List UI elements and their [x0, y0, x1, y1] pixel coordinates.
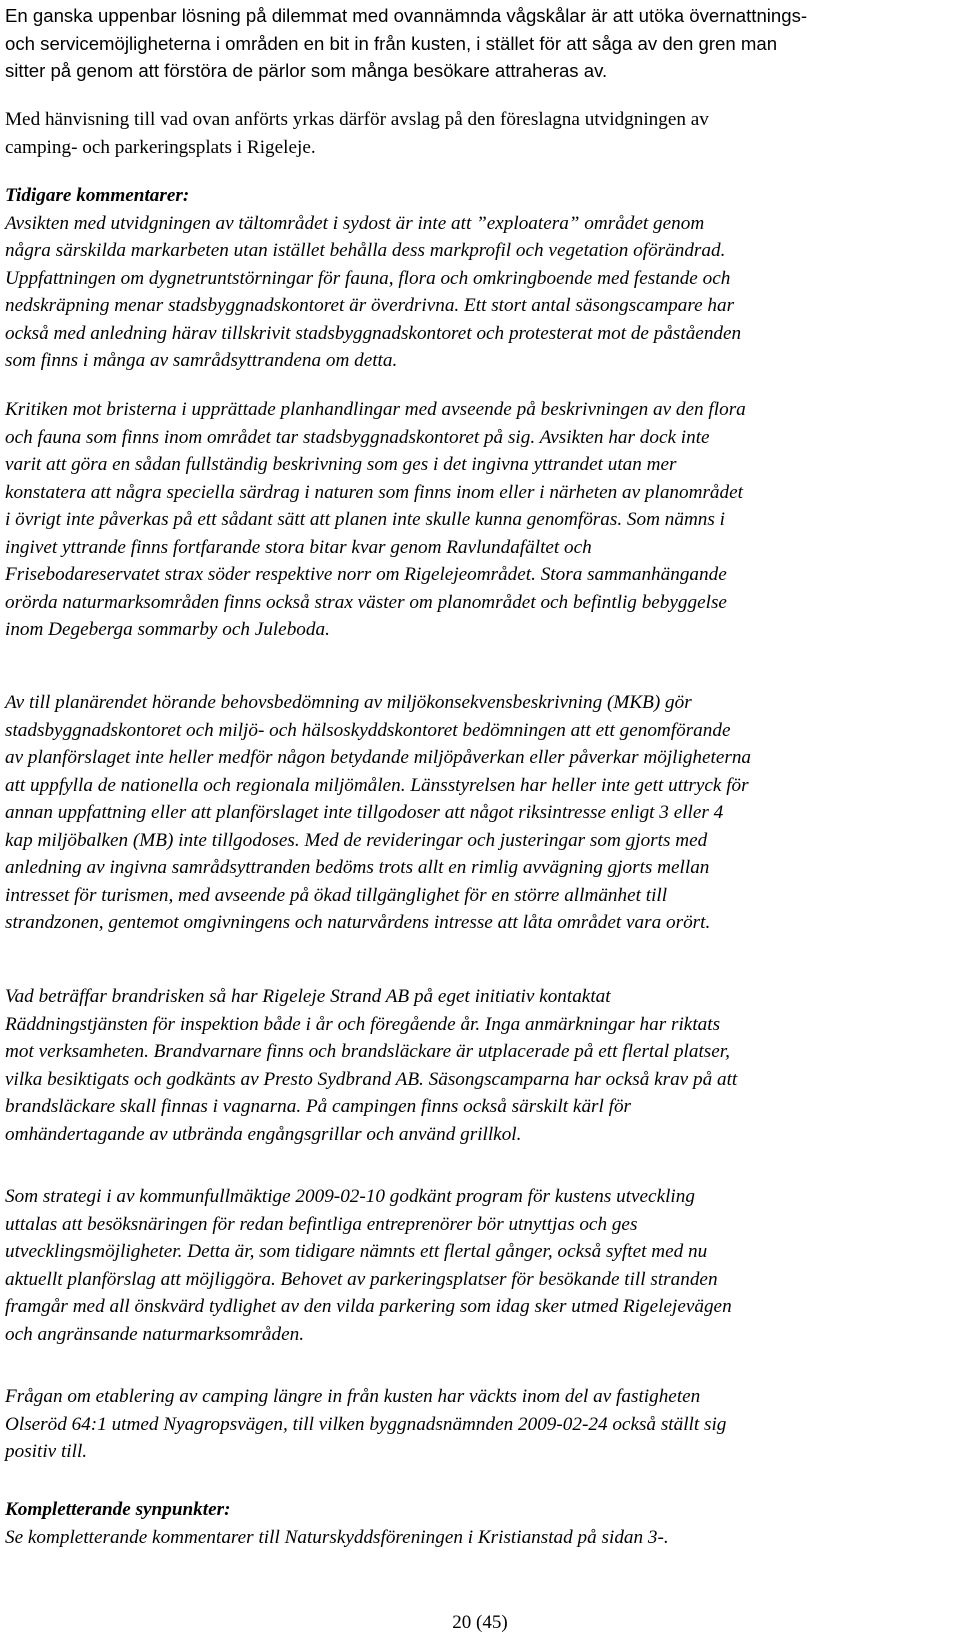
text-line: Som strategi i av kommunfullmäktige 2009-02-10 godkänt program för kustens utveckling — [5, 1186, 695, 1207]
text-line: Se kompletterande kommentarer till Naturskyddsföreningen i Kristianstad på sidan 3-. — [5, 1526, 669, 1548]
text-line: omhändertagande av utbrända engångsgrillar och använd grillkol. — [5, 1123, 522, 1145]
text-line: av planförslaget inte heller medför någon betydande miljöpåverkan eller påverkar möjligheterna — [5, 747, 752, 768]
paragraph-intro — [5, 2, 955, 85]
paragraph-previous-comments — [5, 182, 955, 375]
text-line: Uppfattningen om dygnetruntstörningar för fauna, flora och omkringboende med festande och — [5, 267, 731, 289]
text-line: att uppfylla de nationella och regionala miljömålen. Länsstyrelsen har heller inte gett uttryck för — [5, 774, 749, 796]
paragraph-camping-inland — [5, 1383, 955, 1466]
text-line: annan uppfattning eller att planförslaget inte tillgodoser att något riksintresse enligt 3 eller 4 — [5, 802, 724, 823]
text-line: Frisebodareservatet strax söder respektive norr om Rigelejeområdet. Stora sammanhängande — [5, 564, 727, 585]
paragraph-criticism — [5, 396, 955, 644]
text-line: sitter på genom att förstöra de pärlor som många besökare attraheras av. — [5, 60, 608, 81]
text-line: Vad beträffar brandrisken så har Rigeleje Strand AB på eget initiativ kontaktat — [5, 986, 611, 1007]
text-line: vilka besiktigats och godkänts av Presto Sydbrand AB. Säsongscamparna har också krav på att — [5, 1068, 738, 1090]
paragraph-supplementary — [5, 1496, 955, 1551]
text-line: positiv till. — [5, 1441, 88, 1462]
paragraph-fire-risk — [5, 983, 955, 1148]
text-line: utvecklingsmöjligheter. Detta är, som tidigare nämnts ett flertal gånger, också syftet med nu — [5, 1241, 708, 1262]
text-line: inom Degeberga sommarby och Juleboda. — [5, 619, 330, 640]
text-line: varit att göra en sådan fullständig beskrivning som ges i det ingivna yttrandet utan mer — [5, 454, 677, 475]
text-line: camping- och parkeringsplats i Rigeleje. — [5, 136, 316, 158]
text-line: kap miljöbalken (MB) inte tillgodoses. Med de revideringar och justeringar som gjorts med — [5, 829, 708, 851]
text-line: intresset för turismen, med avseende på ökad tillgänglighet för en större allmänhet till — [5, 884, 668, 906]
text-line: i övrigt inte påverkas på ett sådant sätt att planen inte skulle kunna genomföras. Som nämns i — [5, 509, 725, 530]
text-line: också med anledning härav tillskrivit stadsbyggnadskontoret och protesterat mot de påståenden — [5, 322, 742, 344]
text-line: Med hänvisning till vad ovan anförts yrkas därför avslag på den föreslagna utvidgningen av — [5, 109, 709, 130]
text-line: och angränsande naturmarksområden. — [5, 1323, 304, 1345]
text-line: och fauna som finns inom området tar stadsbyggnadskontoret på sig. Avsikten har dock inte — [5, 426, 710, 448]
text-line: Av till planärendet hörande behovsbedömning av miljökonsekvensbeskrivning (MKB) gör — [5, 692, 692, 713]
text-line: några särskilda markarbeten utan istället behålla dess markprofil och vegetation oförändrad. — [5, 240, 726, 261]
paragraph-mkb — [5, 689, 955, 937]
text-line: konstatera att några speciella särdrag i naturen som finns inom eller i närheten av planområdet — [5, 481, 743, 503]
text-line: ingivet yttrande finns fortfarande stora bitar kvar genom Ravlundafältet och — [5, 536, 592, 558]
text-line: aktuellt planförslag att möjliggöra. Behovet av parkeringsplatser för besökande till stranden — [5, 1268, 718, 1290]
text-line: och servicemöjligheterna i områden en bit in från kusten, i stället för att såga av den gren man — [5, 32, 778, 54]
text-line: orörda naturmarksområden finns också strax väster om planområdet och befintlig bebyggelse — [5, 591, 727, 613]
paragraph-claim — [5, 106, 955, 161]
text-line: uttalas att besöksnäringen för redan befintliga entreprenörer bör utnyttjas och ges — [5, 1213, 638, 1235]
text-line: brandsläckare skall finnas i vagnarna. På campingen finns också särskilt kärl för — [5, 1096, 632, 1117]
section-heading: Tidigare kommentarer: — [5, 185, 190, 206]
text-line: framgår med all önskvärd tydlighet av den vilda parkering som idag sker utmed Rigelejevägen — [5, 1296, 732, 1317]
paragraph-strategy — [5, 1183, 955, 1348]
text-line: Räddningstjänsten för inspektion både i år och föregående år. Inga anmärkningar har riktats — [5, 1013, 721, 1035]
text-line: Frågan om etablering av camping längre in från kusten har väckts inom del av fastigheten — [5, 1386, 701, 1407]
text-line: Kritiken mot bristerna i upprättade planhandlingar med avseende på beskrivningen av den flora — [5, 399, 746, 420]
text-line: nedskräpning menar stadsbyggnadskontoret är överdrivna. Ett stort antal säsongscampare har — [5, 295, 735, 316]
text-line: anledning av ingivna samrådsyttranden bedöms trots allt en rimlig avvägning gjorts mellan — [5, 857, 710, 878]
section-heading: Kompletterande synpunkter: — [5, 1499, 231, 1520]
text-line: Olseröd 64:1 utmed Nyagropsvägen, till vilken byggnadsnämnden 2009-02-24 också ställt sig — [5, 1413, 727, 1435]
text-line: Avsikten med utvidgningen av tältområdet i sydost är inte att ”exploatera” området genom — [5, 212, 705, 234]
page-number: 20 (45) — [452, 1612, 508, 1633]
text-line: En ganska uppenbar lösning på dilemmat med ovannämnda vågskålar är att utöka övernattnings- — [5, 5, 808, 26]
text-line: strandzonen, gentemot omgivningens och naturvårdens intresse att låta området vara orört. — [5, 912, 711, 933]
text-line: stadsbyggnadskontoret och miljö- och hälsoskyddskontoret bedömningen att ett genomförande — [5, 719, 731, 741]
text-line: mot verksamheten. Brandvarnare finns och brandsläckare är utplacerade på ett flertal platser, — [5, 1041, 730, 1062]
text-line: som finns i många av samrådsyttrandena om detta. — [5, 350, 398, 371]
